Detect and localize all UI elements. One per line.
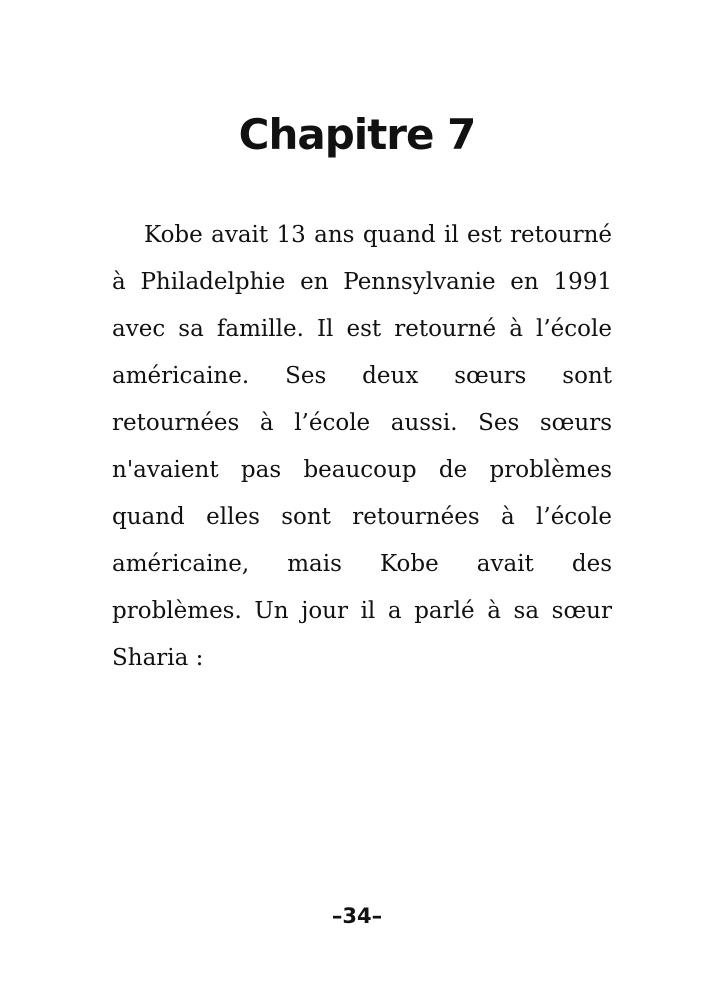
text-line: Kobe avait 13 ans quand il est retourné xyxy=(144,222,612,248)
text-line: retournées à l’école aussi. Ses sœurs xyxy=(112,410,612,436)
text-line: problèmes. Un jour il a parlé à sa sœur xyxy=(112,598,612,624)
page-number: –34– xyxy=(331,904,383,928)
text-line: américaine, mais Kobe avait des xyxy=(112,551,612,577)
text-line: Sharia : xyxy=(112,645,204,671)
text-line: avec sa famille. Il est retourné à l’école xyxy=(112,316,612,342)
text-line: à Philadelphie en Pennsylvanie en 1991 xyxy=(112,269,612,295)
text-line: américaine. Ses deux sœurs sont xyxy=(112,363,612,389)
text-line: quand elles sont retournées à l’école xyxy=(112,504,612,530)
chapter-title: Chapitre 7 xyxy=(238,110,476,159)
text-line: n'avaient pas beaucoup de problèmes xyxy=(112,457,612,483)
chapter-paragraph xyxy=(112,212,612,682)
